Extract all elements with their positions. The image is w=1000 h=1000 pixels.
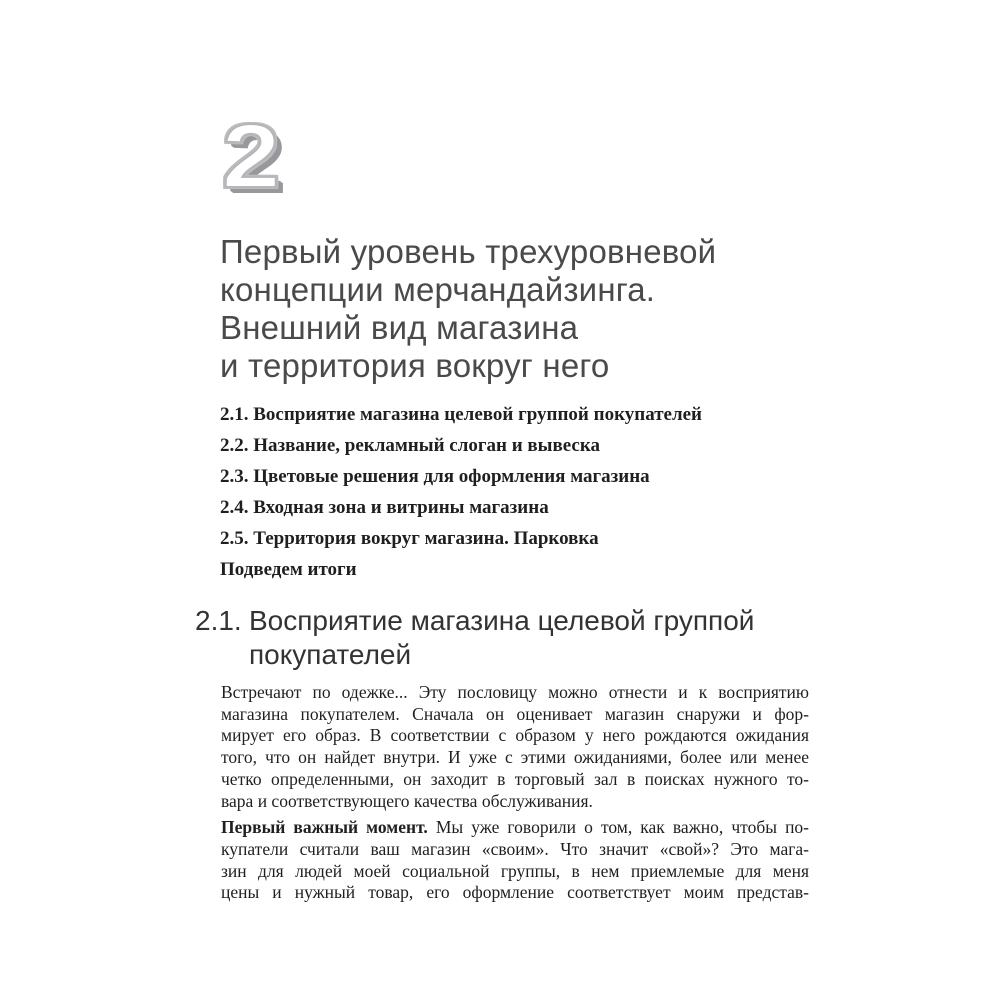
- chapter-number: 2: [222, 107, 281, 207]
- paragraph-line: зин для людей моей социальной группы, в нем приемлемые для меня: [221, 860, 809, 881]
- section-list-item: Подведем итоги: [220, 559, 357, 580]
- chapter-title-line: концепции мерчандайзинга.: [220, 271, 656, 308]
- section-list-item: 2.4. Входная зона и витрины магазина: [220, 497, 549, 518]
- paragraph-line: купатели считали ваш магазин «своим». Что значит «свой»? Это мага-: [221, 838, 809, 859]
- section-list: [220, 399, 702, 585]
- section-number: 2.1.: [195, 605, 242, 636]
- section-heading: [195, 604, 754, 672]
- paragraph-lead-bold: Первый важный момент.: [221, 817, 436, 838]
- paragraph-line: Встречают по одежке... Эту пословицу можно отнести и к восприятию: [221, 682, 809, 702]
- section-list-item: 2.1. Восприятие магазина целевой группой покупателей: [220, 404, 703, 425]
- chapter-title-line: и территория вокруг него: [220, 347, 610, 384]
- paragraph-line: вара и соответствующего качества обслуживания.: [221, 790, 593, 811]
- section-title-line: Восприятие магазина целевой группой: [249, 605, 755, 636]
- paragraph-line: цены и нужный товар, его оформление соответствует моим представ-: [221, 882, 809, 903]
- chapter-title-line: Первый уровень трехуровневой: [220, 233, 717, 270]
- section-list-item: 2.2. Название, рекламный слоган и вывеска: [220, 435, 601, 456]
- section-list-item: 2.5. Территория вокруг магазина. Парковка: [220, 528, 599, 549]
- section-list-item: 2.3. Цветовые решения для оформления магазина: [220, 466, 650, 487]
- section-title-line: покупателей: [249, 639, 412, 670]
- section-title: [249, 604, 754, 672]
- body-text: [221, 682, 809, 909]
- paragraph: [221, 817, 809, 904]
- chapter-title: [220, 233, 716, 385]
- chapter-title-line: Внешний вид магазина: [220, 309, 579, 346]
- paragraph-line: мирует его образ. В соответствии с образом у него рождаются ожидания: [221, 725, 809, 746]
- paragraph-line: четко определенными, он заходит в торговый зал в поисках нужного то-: [221, 768, 809, 789]
- paragraph-line: магазина покупателем. Сначала он оценивает магазин снаружи и фор-: [221, 703, 809, 724]
- paragraph-line: Первый важный момент. Мы уже говорили о том, как важно, чтобы по-: [221, 817, 810, 838]
- paragraph-line: того, что он найдет внутри. И уже с этими ожиданиями, более или менее: [221, 747, 809, 768]
- paragraph: [221, 682, 809, 812]
